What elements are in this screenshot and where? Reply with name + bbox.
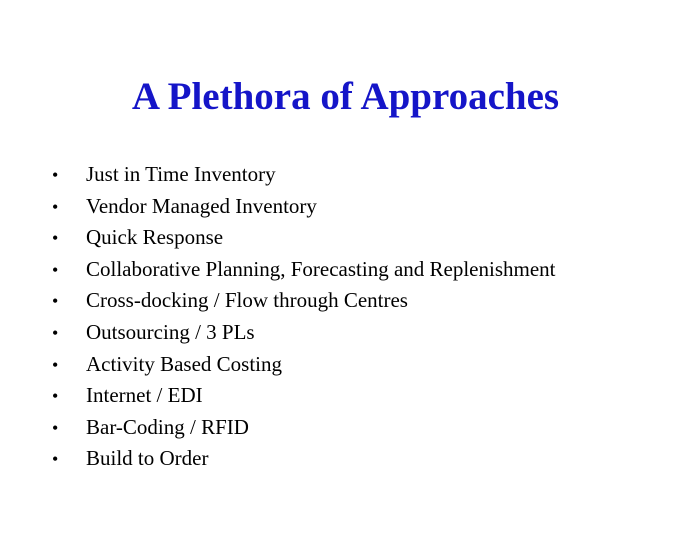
bullet-icon: • [52,291,59,312]
bullet-icon: • [52,259,59,280]
bullet-text: Quick Response [86,225,224,250]
bullet-item [52,443,556,475]
bullet-text: Bar-Coding / RFID [86,414,249,439]
bullet-item [52,349,556,381]
bullet-item [52,159,556,191]
bullet-item [52,191,556,223]
bullet-icon: • [52,386,59,407]
bullet-icon: • [52,228,59,249]
bullet-icon: • [52,354,59,375]
bullet-text: Outsourcing / 3 PLs [86,319,255,344]
bullet-item [52,317,556,349]
bullet-text: Just in Time Inventory [86,162,276,186]
bullet-list [52,159,556,475]
slide-title: A Plethora of Approaches [131,75,560,118]
bullet-text: Vendor Managed Inventory [86,193,317,218]
bullet-item [52,254,556,286]
bullet-icon: • [52,165,59,185]
bullet-text: Build to Order [86,446,209,471]
bullet-text: Cross-docking / Flow through Centres [86,288,408,313]
bullet-text: Internet / EDI [86,383,203,408]
bullet-item [52,285,556,317]
bullet-item [52,222,556,254]
bullet-icon: • [52,449,59,470]
bullet-icon: • [52,417,59,438]
bullet-item [52,412,556,444]
bullet-icon: • [52,196,59,217]
bullet-item [52,380,556,412]
bullet-text: Activity Based Costing [86,351,282,376]
bullet-text: Collaborative Planning, Forecasting and Replenishment [86,256,556,281]
bullet-icon: • [52,322,59,343]
